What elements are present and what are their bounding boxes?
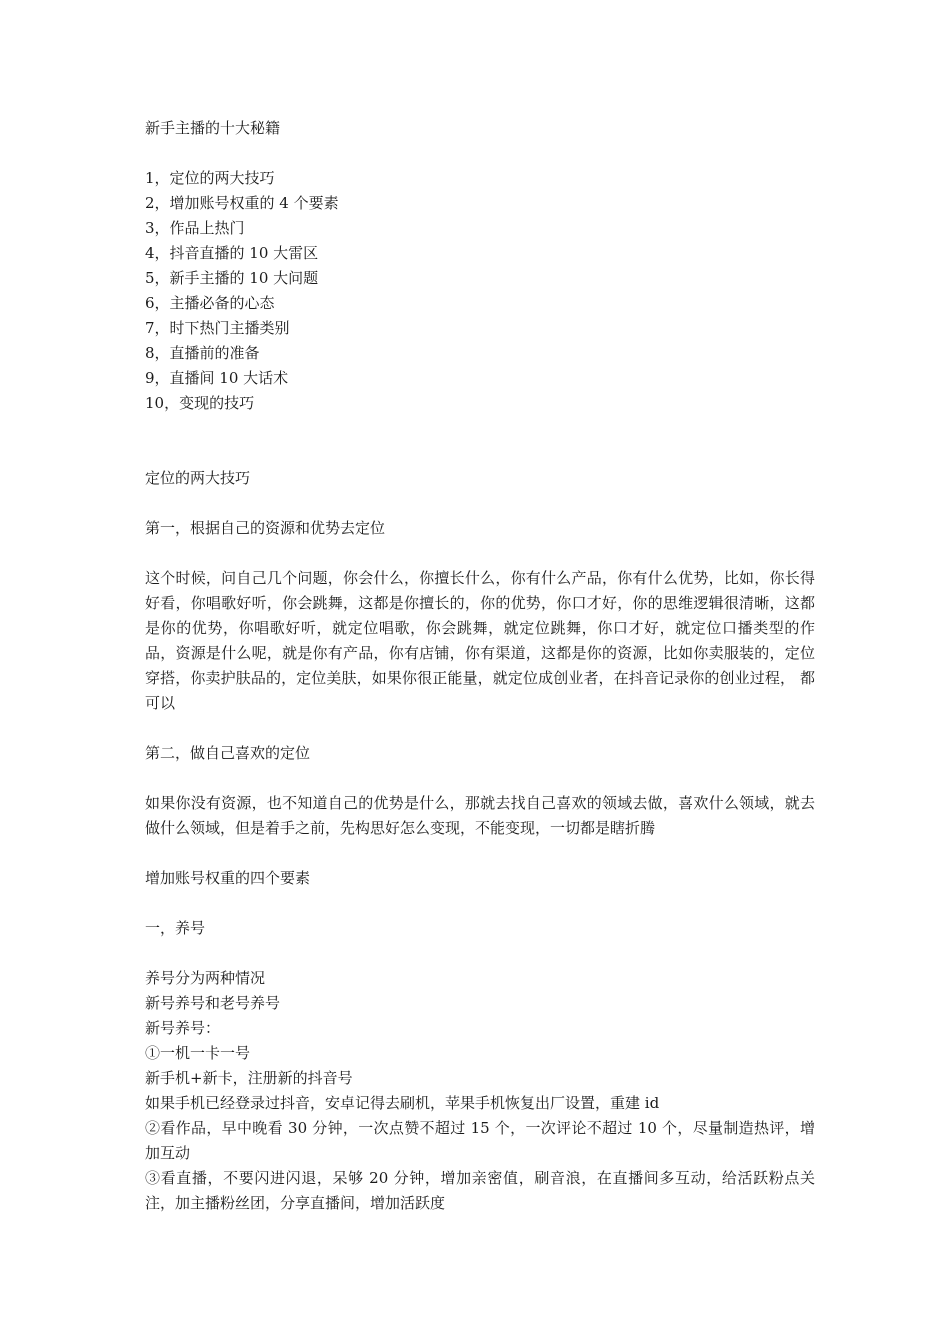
subsection-title: 第一，根据自己的资源和优势去定位 (145, 519, 386, 537)
body-paragraph: 这个时候，问自己几个问题，你会什么，你擅长什么，你有什么产品，你有什么优势，比如，你长得好看，你唱歌好听，你会跳舞，这都是你擅长的，你的优势，你口才好，你的思维逻辑很清晰，这都是你的优势，你唱歌好听，就定位唱歌，你会跳舞，就定位跳舞，你口才好，就定位口播类型的作品，资源是什么呢，就是你有产品，你有店铺，你有渠道，这都是你的资源，比如你卖服装的，定位穿搭，你卖护肤品的，定位美肤，如果你很正能量，就定位成创业者，在抖音记录你的创业过程， 都可以 (145, 569, 815, 712)
toc-item: 4，抖音直播的 10 大雷区 (145, 244, 319, 262)
body-line: 新号养号和老号养号 (145, 994, 281, 1012)
toc-item: 7，时下热门主播类别 (145, 319, 290, 337)
body-line: ①一机一卡一号 (145, 1044, 251, 1062)
body-line: 新号养号： (145, 1019, 221, 1037)
document-page (145, 116, 815, 1216)
subsection-title: 一，养号 (145, 919, 206, 937)
body-paragraph: ②看作品，早中晚看 30 分钟，一次点赞不超过 15 个，一次评论不超过 10 个，尽量制造热评，增加互动 (145, 1119, 815, 1162)
toc-item: 1，定位的两大技巧 (145, 169, 275, 187)
subsection-title: 第二，做自己喜欢的定位 (145, 744, 311, 762)
section-heading: 增加账号权重的四个要素 (145, 869, 311, 887)
section-heading: 定位的两大技巧 (145, 469, 251, 487)
body-line: 养号分为两种情况 (145, 969, 266, 987)
toc-item: 8，直播前的准备 (145, 344, 260, 362)
toc-item: 10，变现的技巧 (145, 394, 255, 412)
toc-item: 2，增加账号权重的 4 个要素 (145, 194, 339, 212)
toc-item: 6，主播必备的心态 (145, 294, 275, 312)
document-title: 新手主播的十大秘籍 (145, 119, 281, 137)
table-of-contents (145, 166, 815, 416)
toc-item: 5，新手主播的 10 大问题 (145, 269, 319, 287)
toc-item: 9，直播间 10 大话术 (145, 369, 289, 387)
body-line: 如果手机已经登录过抖音，安卓记得去刷机，苹果手机恢复出厂设置，重建 id (145, 1094, 660, 1112)
toc-item: 3，作品上热门 (145, 219, 245, 237)
body-paragraph: ③看直播，不要闪进闪退，呆够 20 分钟，增加亲密值，刷音浪，在直播间多互动，给活跃粉点关注，加主播粉丝团，分享直播间，增加活跃度 (145, 1169, 815, 1212)
body-line: 新手机+新卡，注册新的抖音号 (145, 1069, 353, 1087)
body-paragraph: 如果你没有资源，也不知道自己的优势是什么，那就去找自己喜欢的领域去做，喜欢什么领域，就去做什么领域，但是着手之前，先构思好怎么变现，不能变现，一切都是瞎折腾 (145, 794, 815, 837)
body-lines (145, 966, 815, 1216)
